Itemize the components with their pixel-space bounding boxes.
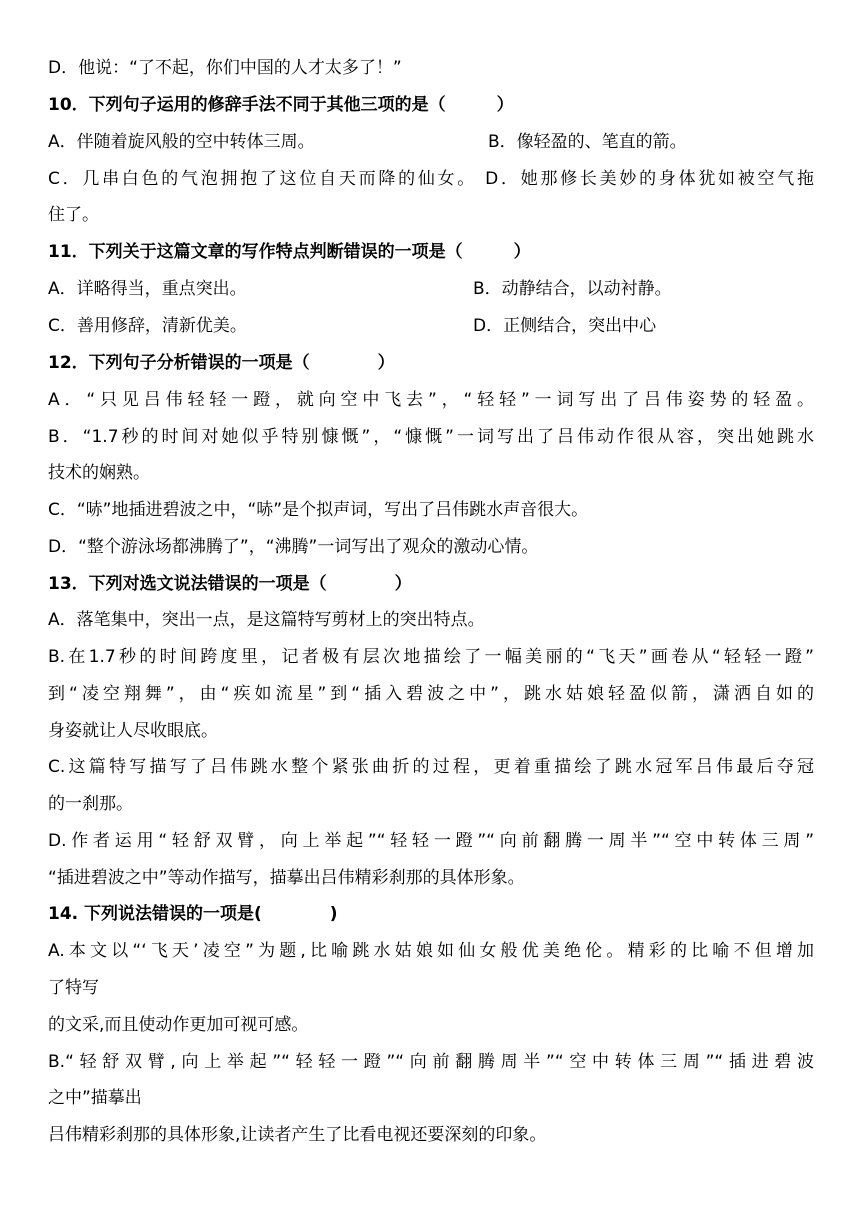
question-12: 12．下列句子分析错误的一项是（ ） (48, 353, 395, 373)
question-11: 11．下列关于这篇文章的写作特点判断错误的一项是（ ） (48, 242, 531, 262)
q11-option-c: C．善用修辞，清新优美。 (48, 316, 247, 336)
q13-option-d: D.作者运用“轻舒双臂，向上举起”“轻轻一蹬”“向前翻腾一周半”“空中转体三周” (48, 831, 814, 851)
q10-option-d-cont: 住了。 (48, 205, 99, 225)
q14-option-a: A.本文以“‘飞天’凌空”为题,比喻跳水姑娘如仙女般优美绝伦。精彩的比喻不但增加 (48, 941, 814, 961)
question-14: 14. 下列说法错误的一项是( ) (48, 904, 338, 924)
q11-options-ab (48, 278, 814, 300)
q12-option-d: D．“整个游泳场都沸腾了”，“沸腾”一词写出了观众的激动心情。 (48, 537, 539, 557)
question-10: 10．下列句子运用的修辞手法不同于其他三项的是（ ） (48, 95, 514, 115)
q14-option-b: B.“轻舒双臂,向上举起”“轻轻一蹬”“向前翻腾周半”“空中转体三周”“插进碧波 (48, 1052, 814, 1072)
q14-option-b-cont2: 吕伟精彩刹那的具体形象,让读者产生了比看电视还要深刻的印象。 (48, 1125, 547, 1145)
q14-option-a-cont2: 的文采,而且使动作更加可视可感。 (48, 1015, 309, 1035)
q10-options-cd: C．几串白色的气泡拥抱了这位自天而降的仙女。 D．她那修长美妙的身体犹如被空气拖 (48, 169, 814, 189)
q9-option-d: D．他说：“了不起，你们中国的人才太多了！” (48, 58, 402, 78)
q13-option-d-cont: “插进碧波之中”等动作描写，描摹出吕伟精彩刹那的具体形象。 (48, 868, 525, 888)
q10-option-b: B．像轻盈的、笔直的箭。 (488, 132, 687, 152)
q10-options-ab (48, 131, 814, 153)
q13-option-b-cont1: 到“凌空翔舞”，由“疾如流星”到“插入碧波之中”，跳水姑娘轻盈似箭，潇洒自如的 (48, 684, 814, 704)
q12-option-c: C．“哧”地插进碧波之中，“哧”是个拟声词，写出了吕伟跳水声音很大。 (48, 500, 589, 520)
q14-option-b-cont1: 之中”描摹出 (48, 1088, 142, 1108)
q13-option-b: B.在1.7秒的时间跨度里，记者极有层次地描绘了一幅美丽的“飞天”画卷从“轻轻一蹬” (48, 647, 814, 667)
q13-option-a: A．落笔集中，突出一点，是这篇特写剪材上的突出特点。 (48, 610, 485, 630)
q10-option-a: A．伴随着旋风般的空中转体三周。 (48, 132, 315, 152)
q13-option-b-cont2: 身姿就让人尽收眼底。 (48, 721, 218, 741)
q12-option-b: B．“1.7秒的时间对她似乎特别慷慨”，“慷慨”一词写出了吕伟动作很从容，突出她跳水 (48, 427, 814, 447)
q14-option-a-cont1: 了特写 (48, 978, 99, 998)
q13-option-c-cont: 的一刹那。 (48, 794, 133, 814)
q11-option-d: D．正侧结合，突出中心 (473, 316, 657, 336)
q11-options-cd (48, 315, 814, 337)
q11-option-a: A．详略得当，重点突出。 (48, 279, 247, 299)
q12-option-a: A．“只见吕伟轻轻一蹬，就向空中飞去”，“轻轻”一词写出了吕伟姿势的轻盈。 (48, 390, 814, 410)
q11-option-b: B．动静结合，以动衬静。 (473, 279, 672, 299)
q12-option-b-cont: 技术的娴熟。 (48, 463, 150, 483)
question-13: 13．下列对选文说法错误的一项是（ ） (48, 574, 412, 594)
q13-option-c: C.这篇特写描写了吕伟跳水整个紧张曲折的过程，更着重描绘了跳水冠军吕伟最后夺冠 (48, 757, 814, 777)
